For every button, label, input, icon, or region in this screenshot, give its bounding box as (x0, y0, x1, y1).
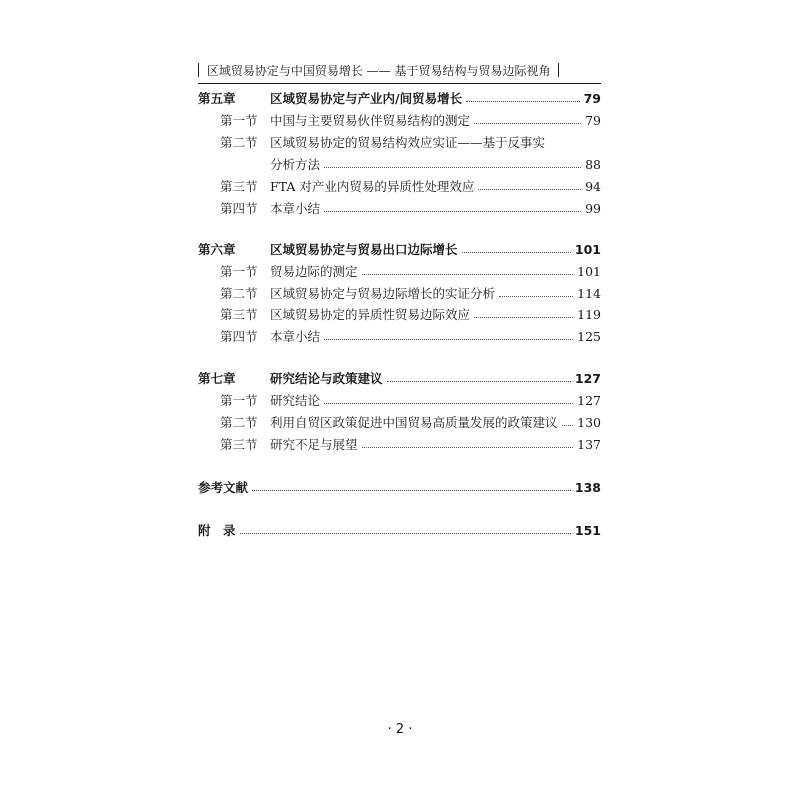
section-title: 研究不足与展望 (270, 437, 358, 452)
section-title: 研究结论 (270, 393, 321, 408)
page-ref: 137 (577, 436, 601, 452)
section-title: 贸易边际的测定 (270, 264, 358, 279)
page-ref: 101 (577, 263, 601, 279)
dot-leader (499, 296, 573, 297)
section-number: 第三节 (220, 179, 258, 194)
chapter-number: 第七章 (198, 371, 236, 386)
section-number: 第二节 (220, 415, 258, 430)
dot-leader (474, 123, 581, 124)
toc-section-5-1[interactable] (198, 109, 601, 131)
page-ref: 138 (574, 479, 601, 495)
page-ref: 151 (574, 522, 601, 538)
section-title: 中国与主要贸易伙伴贸易结构的测定 (270, 113, 471, 128)
section-number: 第三节 (220, 307, 258, 322)
section-number: 第二节 (220, 135, 258, 150)
chapter-title: 区域贸易协定与贸易出口边际增长 (270, 242, 458, 257)
toc-appendix[interactable] (198, 519, 601, 541)
section-number: 第一节 (220, 393, 258, 408)
section-number: 第四节 (220, 329, 258, 344)
page-ref: 94 (585, 178, 601, 194)
page-ref: 119 (577, 306, 601, 322)
page-ref: 125 (577, 328, 601, 344)
section-title: FTA 对产业内贸易的异质性处理效应 (270, 179, 475, 194)
toc-section-5-3[interactable] (198, 175, 601, 197)
section-title: 区域贸易协定的异质性贸易边际效应 (270, 307, 471, 322)
section-number: 第四节 (220, 201, 258, 216)
page-ref: 101 (574, 241, 601, 257)
toc-section-5-2-cont[interactable] (198, 153, 601, 175)
page-ref: 114 (577, 285, 601, 301)
header-subtitle: —— 基于贸易结构与贸易边际视角 (366, 64, 551, 78)
section-title: 利用自贸区政策促进中国贸易高质量发展的政策建议 (270, 415, 558, 430)
dot-leader (462, 252, 571, 253)
dot-leader (387, 381, 571, 382)
toc-section-6-2[interactable] (198, 282, 601, 304)
references-title: 参考文献 (198, 480, 249, 495)
section-title: 本章小结 (270, 329, 321, 344)
page-ref: 79 (583, 90, 601, 106)
chapter-number: 第六章 (198, 242, 236, 257)
toc-section-7-3[interactable] (198, 433, 601, 455)
running-header (198, 61, 559, 81)
toc-section-5-4[interactable] (198, 197, 601, 219)
section-number: 第一节 (220, 264, 258, 279)
section-title: 区域贸易协定与贸易边际增长的实证分析 (270, 286, 496, 301)
toc-section-5-2[interactable] (198, 131, 601, 153)
header-title: 区域贸易协定与中国贸易增长 (206, 64, 363, 78)
appendix-title: 附 录 (198, 523, 236, 538)
chapter-title: 区域贸易协定与产业内/间贸易增长 (270, 91, 463, 106)
toc-section-7-1[interactable] (198, 389, 601, 411)
toc-section-6-1[interactable] (198, 260, 601, 282)
dot-leader (240, 533, 571, 534)
dot-leader (324, 403, 573, 404)
page-ref: 79 (585, 112, 601, 128)
page-ref: 127 (577, 392, 601, 408)
chapter-number: 第五章 (198, 91, 236, 106)
header-bar-right (558, 63, 559, 77)
dot-leader (362, 447, 574, 448)
page-number: · 2 · (387, 722, 413, 737)
toc-section-7-2[interactable] (198, 411, 601, 433)
section-title: 本章小结 (270, 201, 321, 216)
section-title: 区域贸易协定的贸易结构效应实证——基于反事实 (270, 135, 546, 150)
dot-leader (466, 101, 580, 102)
toc-chapter-6[interactable] (198, 238, 601, 260)
page-ref: 127 (574, 370, 601, 386)
header-rule (198, 83, 601, 84)
page-ref: 99 (585, 200, 601, 216)
dot-leader (252, 490, 571, 491)
toc-chapter-5[interactable] (198, 87, 601, 109)
page-ref: 88 (585, 156, 601, 172)
page-ref: 130 (577, 414, 601, 430)
dot-leader (562, 425, 574, 426)
dot-leader (324, 339, 573, 340)
chapter-title: 研究结论与政策建议 (270, 371, 383, 386)
toc-section-6-3[interactable] (198, 303, 601, 325)
toc-chapter-7[interactable] (198, 367, 601, 389)
dot-leader (324, 167, 581, 168)
section-number: 第三节 (220, 437, 258, 452)
toc-references[interactable] (198, 476, 601, 498)
dot-leader (478, 189, 581, 190)
dot-leader (324, 211, 581, 212)
header-bar-left (198, 63, 199, 77)
section-number: 第二节 (220, 286, 258, 301)
section-number: 第一节 (220, 113, 258, 128)
section-title-cont: 分析方法 (270, 157, 321, 172)
dot-leader (474, 317, 573, 318)
toc-section-6-4[interactable] (198, 325, 601, 347)
dot-leader (362, 274, 574, 275)
